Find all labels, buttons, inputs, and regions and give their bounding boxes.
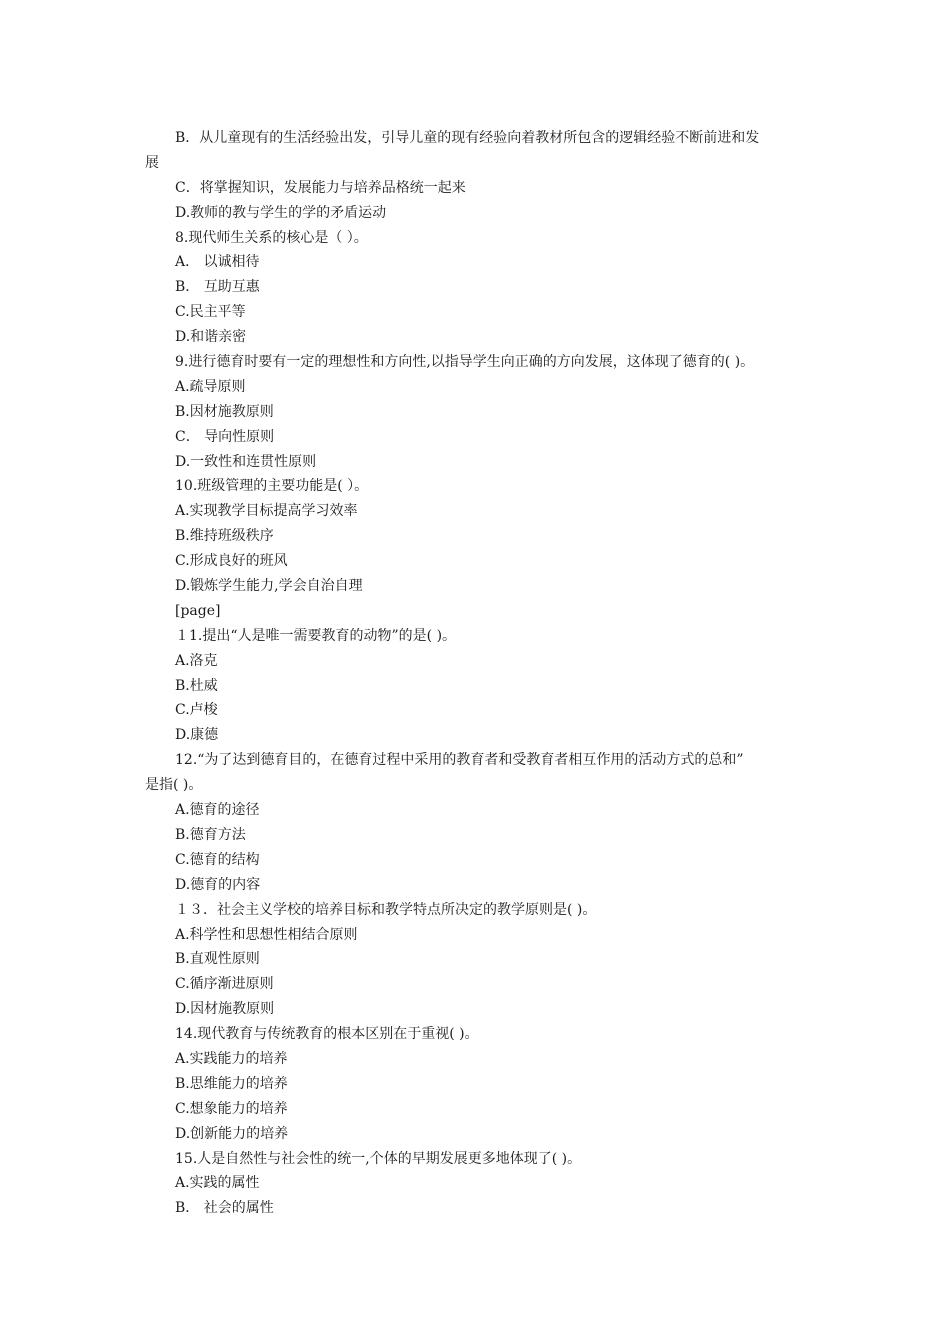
- text-line: [page]: [175, 602, 221, 619]
- text-line: C．将掌握知识，发展能力与培养品格统一起来: [175, 179, 466, 196]
- text-line: D.创新能力的培养: [175, 1125, 289, 1142]
- document-body: [145, 126, 825, 1221]
- text-line: A.洛克: [175, 652, 218, 669]
- text-line: 8.现代师生关系的核心是（ ）。: [175, 229, 368, 246]
- text-line: D.教师的教与学生的学的矛盾运动: [175, 204, 387, 221]
- text-line: C.民主平等: [175, 304, 246, 321]
- text-line: C.形成良好的班风: [175, 553, 288, 570]
- text-line: A.疏导原则: [175, 378, 246, 395]
- text-line: B.直观性原则: [175, 951, 260, 968]
- text-line: 14.现代教育与传统教育的根本区别在于重视( )。: [175, 1026, 479, 1043]
- text-line: B.维持班级秩序: [175, 528, 274, 545]
- text-line: C.卢梭: [175, 702, 218, 719]
- text-line: 展: [145, 154, 159, 171]
- text-line: D.锻炼学生能力,学会自治自理: [175, 578, 363, 595]
- text-line: D.康德: [175, 727, 219, 744]
- text-line: １1.提出“人是唯一需要教育的动物”的是( )。: [175, 627, 457, 644]
- text-line: A.实现教学目标提高学习效率: [175, 503, 358, 520]
- text-line: D.和谐亲密: [175, 329, 247, 346]
- text-line: C.德育的结构: [175, 851, 260, 868]
- text-line: 是指( )。: [145, 777, 203, 794]
- text-line: A.科学性和思想性相结合原则: [175, 926, 358, 943]
- text-line: A.实践能力的培养: [175, 1050, 288, 1067]
- text-line: D.因材施教原则: [175, 1001, 275, 1018]
- text-line: B.杜威: [175, 677, 218, 694]
- text-line: B． 社会的属性: [175, 1200, 274, 1217]
- text-line: B.思维能力的培养: [175, 1075, 288, 1092]
- text-line: C.循序渐进原则: [175, 976, 274, 993]
- text-line: 15.人是自然性与社会性的统一,个体的早期发展更多地体现了( )。: [175, 1150, 582, 1167]
- text-line: D.一致性和连贯性原则: [175, 453, 317, 470]
- text-line: B.因材施教原则: [175, 403, 274, 420]
- text-line: C． 导向性原则: [175, 428, 275, 445]
- text-line: 10.班级管理的主要功能是( ）。: [175, 478, 369, 495]
- text-line: １３．社会主义学校的培养目标和教学特点所决定的教学原则是( )。: [175, 901, 597, 918]
- text-line: B． 互助互惠: [175, 279, 260, 296]
- text-line: A． 以诚相待: [175, 254, 260, 271]
- text-line: B.德育方法: [175, 826, 246, 843]
- text-line: 12.“为了达到德育目的，在德育过程中采用的教育者和受教育者相互作用的活动方式的总和”: [175, 752, 744, 769]
- text-line: C.想象能力的培养: [175, 1100, 288, 1117]
- text-line: A.实践的属性: [175, 1175, 260, 1192]
- text-line: A.德育的途径: [175, 802, 260, 819]
- text-line: 9.进行德育时要有一定的理想性和方向性,以指导学生向正确的方向发展，这体现了德育的( )。: [175, 354, 755, 371]
- text-line: D.德育的内容: [175, 876, 261, 893]
- text-line: B．从儿童现有的生活经验出发，引导儿童的现有经验向着教材所包含的逻辑经验不断前进和发: [175, 130, 760, 146]
